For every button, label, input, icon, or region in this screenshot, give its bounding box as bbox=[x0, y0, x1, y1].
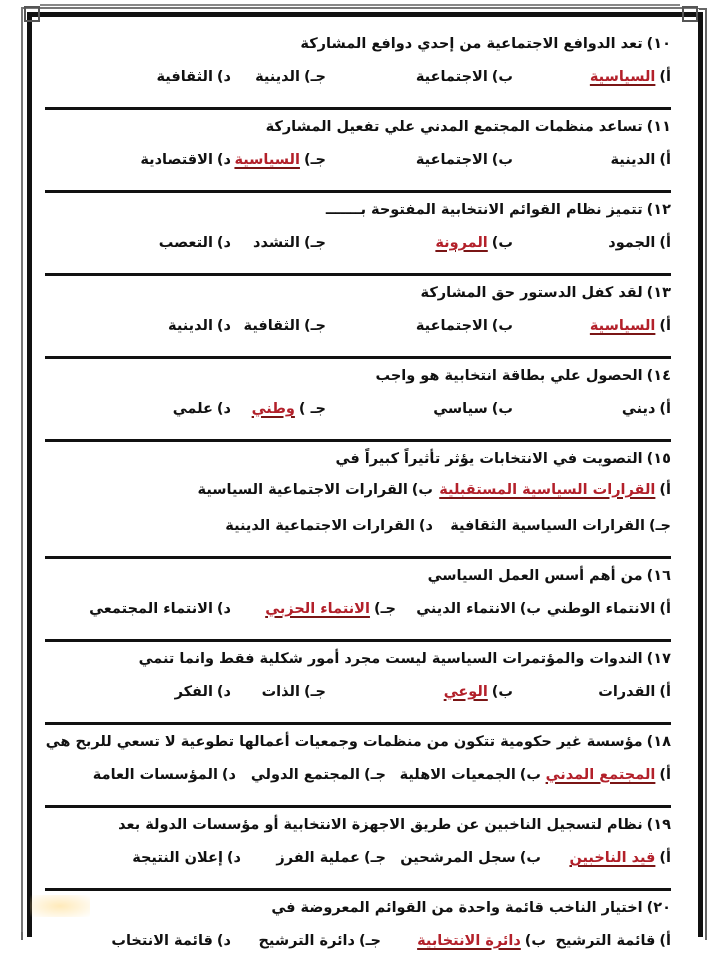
option-prefix: جـ) bbox=[303, 235, 326, 251]
option-label: الاجتماعية bbox=[415, 152, 488, 168]
option-b[interactable] bbox=[198, 482, 433, 498]
border-corner-ornament bbox=[24, 6, 40, 22]
question-text: تعد الدوافع الاجتماعية من إحدي دوافع المشاركة bbox=[300, 36, 643, 52]
question-stem bbox=[45, 808, 671, 842]
question-text: تساعد منظمات المجتمع المدني علي تفعيل المشاركة bbox=[265, 119, 643, 135]
option-d[interactable] bbox=[159, 235, 231, 251]
option-b[interactable] bbox=[417, 933, 546, 949]
question-number: ١٦) bbox=[646, 568, 671, 584]
option-prefix: د) bbox=[216, 235, 231, 251]
option-d[interactable] bbox=[93, 767, 236, 783]
options-row bbox=[45, 393, 671, 435]
correct-answer: الانتماء الحزبي bbox=[265, 601, 370, 617]
correct-answer: المجتمع المدني bbox=[545, 767, 656, 783]
option-label: الدينية bbox=[610, 152, 656, 168]
question-text: اختيار الناخب قائمة واحدة من القوائم المعروضة في bbox=[271, 900, 643, 916]
question-stem bbox=[45, 891, 671, 925]
option-label: الذات bbox=[261, 684, 300, 700]
option-label: عملية الفرز bbox=[276, 850, 360, 866]
option-c[interactable] bbox=[255, 69, 326, 85]
option-label: قائمة الترشيح bbox=[555, 933, 656, 949]
option-prefix: جـ) bbox=[373, 601, 396, 617]
option-a[interactable] bbox=[611, 152, 671, 168]
option-d[interactable] bbox=[173, 401, 231, 417]
option-prefix: د) bbox=[226, 850, 241, 866]
question-number: ١٤) bbox=[646, 368, 671, 384]
photo-light-glare bbox=[30, 895, 90, 917]
correct-answer: قيد الناخبين bbox=[569, 850, 656, 866]
option-label: سجل المرشحين bbox=[400, 850, 516, 866]
option-prefix: جـ) bbox=[303, 318, 326, 334]
question-item bbox=[45, 276, 671, 359]
option-label: ديني bbox=[621, 401, 656, 417]
question-number: ١٩) bbox=[646, 817, 671, 833]
border-corner-ornament bbox=[682, 6, 698, 22]
option-a[interactable] bbox=[590, 318, 671, 334]
option-label: الدينية bbox=[168, 318, 213, 334]
option-prefix: أ) bbox=[659, 933, 671, 949]
options-row bbox=[45, 310, 671, 352]
option-prefix: أ) bbox=[659, 318, 671, 334]
option-b[interactable] bbox=[416, 152, 513, 168]
question-text: لقد كفل الدستور حق المشاركة bbox=[420, 285, 643, 301]
option-c[interactable] bbox=[276, 850, 386, 866]
option-label: سياسي bbox=[433, 401, 488, 417]
option-prefix: جـ) bbox=[358, 933, 381, 949]
correct-answer: السياسية bbox=[234, 152, 300, 168]
option-prefix: أ) bbox=[659, 482, 671, 498]
option-label: القرارات السياسية الثقافية bbox=[450, 518, 645, 534]
option-c[interactable] bbox=[265, 601, 396, 617]
option-b[interactable] bbox=[400, 850, 541, 866]
option-prefix: جـ) bbox=[303, 152, 326, 168]
question-number: ١٧) bbox=[646, 651, 671, 667]
option-prefix: د) bbox=[216, 318, 231, 334]
option-label: الاجتماعية bbox=[415, 318, 488, 334]
question-item bbox=[45, 642, 671, 725]
option-label: الانتماء المجتمعي bbox=[89, 601, 213, 617]
option-label: الانتماء الوطني bbox=[546, 601, 656, 617]
question-stem bbox=[45, 559, 671, 593]
option-label: الفكر bbox=[174, 684, 213, 700]
question-text: الندوات والمؤتمرات السياسية ليست مجرد أمور شكلية فقط وانما تنمي bbox=[138, 651, 643, 667]
question-text: التصويت في الانتخابات يؤثر تأثيراً كبيراً في bbox=[335, 451, 643, 467]
option-prefix: جـ ) bbox=[298, 401, 326, 417]
option-prefix: أ) bbox=[659, 69, 671, 85]
option-prefix: د) bbox=[216, 401, 231, 417]
option-label: التعصب bbox=[158, 235, 213, 251]
option-label: علمي bbox=[172, 401, 213, 417]
option-label: التشدد bbox=[253, 235, 300, 251]
option-b[interactable] bbox=[416, 69, 513, 85]
option-d[interactable] bbox=[132, 850, 241, 866]
question-number: ٢٠) bbox=[646, 900, 671, 916]
option-a[interactable] bbox=[555, 933, 671, 949]
correct-answer: السياسية bbox=[589, 318, 656, 334]
option-label: الجمود bbox=[608, 235, 656, 251]
option-prefix: د) bbox=[216, 69, 231, 85]
option-prefix: ب) bbox=[491, 318, 513, 334]
question-item bbox=[45, 193, 671, 276]
option-prefix: أ) bbox=[659, 235, 671, 251]
option-prefix: جـ) bbox=[363, 850, 386, 866]
option-c[interactable] bbox=[244, 318, 326, 334]
option-prefix: جـ) bbox=[648, 518, 671, 534]
option-b[interactable] bbox=[435, 235, 513, 251]
options-row bbox=[45, 842, 671, 884]
option-a[interactable] bbox=[622, 401, 671, 417]
options-row bbox=[45, 144, 671, 186]
option-d[interactable] bbox=[175, 684, 231, 700]
option-b[interactable] bbox=[400, 767, 541, 783]
option-label: القرارات الاجتماعية السياسية bbox=[197, 482, 408, 498]
option-label: المجتمع الدولي bbox=[250, 767, 360, 783]
question-stem bbox=[45, 27, 671, 61]
option-prefix: ب) bbox=[411, 482, 433, 498]
option-d[interactable] bbox=[157, 69, 232, 85]
option-c[interactable] bbox=[450, 518, 671, 534]
options-row bbox=[45, 676, 671, 718]
correct-answer: القرارات السياسية المستقبلية bbox=[439, 482, 656, 498]
question-stem bbox=[45, 642, 671, 676]
option-c[interactable] bbox=[253, 235, 326, 251]
option-a[interactable] bbox=[547, 601, 671, 617]
correct-answer: المرونة bbox=[435, 235, 488, 251]
option-a[interactable] bbox=[439, 482, 671, 498]
question-stem bbox=[45, 110, 671, 144]
question-number: ١١) bbox=[646, 119, 671, 135]
question-text: تتميز نظام القوائم الانتخابية المفتوحة بـــــــ bbox=[325, 202, 643, 218]
option-prefix: د) bbox=[216, 933, 231, 949]
option-d[interactable] bbox=[140, 152, 231, 168]
option-prefix: ب) bbox=[491, 684, 513, 700]
option-prefix: ب) bbox=[519, 850, 541, 866]
option-c[interactable] bbox=[251, 767, 386, 783]
option-label: الاقتصادية bbox=[140, 152, 213, 168]
option-prefix: ب) bbox=[519, 767, 541, 783]
correct-answer: الوعي bbox=[443, 684, 488, 700]
question-stem bbox=[45, 276, 671, 310]
option-b[interactable] bbox=[444, 684, 513, 700]
option-a[interactable] bbox=[546, 767, 671, 783]
option-prefix: ب) bbox=[524, 933, 546, 949]
option-b[interactable] bbox=[433, 401, 513, 417]
option-label: الدينية bbox=[255, 69, 300, 85]
option-d[interactable] bbox=[225, 518, 433, 534]
question-list bbox=[45, 27, 671, 971]
option-prefix: أ) bbox=[659, 767, 671, 783]
option-label: الاجتماعية bbox=[415, 69, 488, 85]
option-prefix: ب) bbox=[491, 152, 513, 168]
question-item bbox=[45, 359, 671, 442]
question-text: من أهم أسس العمل السياسي bbox=[427, 568, 643, 584]
option-d[interactable] bbox=[168, 318, 231, 334]
option-label: القرارات الاجتماعية الدينية bbox=[225, 518, 415, 534]
options-grid bbox=[45, 476, 671, 552]
option-c[interactable] bbox=[258, 933, 381, 949]
question-item bbox=[45, 891, 671, 971]
option-label: المؤسسات العامة bbox=[92, 767, 218, 783]
option-c[interactable] bbox=[234, 152, 326, 168]
option-prefix: د) bbox=[418, 518, 433, 534]
question-text: نظام لتسجيل الناخبين عن طريق الاجهزة الانتخابية أو مؤسسات الدولة بعد bbox=[118, 817, 643, 833]
option-d[interactable] bbox=[89, 601, 231, 617]
option-label: إعلان النتيجة bbox=[132, 850, 223, 866]
option-prefix: د) bbox=[216, 601, 231, 617]
options-row bbox=[45, 925, 671, 967]
option-a[interactable] bbox=[598, 684, 671, 700]
question-item bbox=[45, 559, 671, 642]
option-prefix: جـ) bbox=[363, 767, 386, 783]
option-a[interactable] bbox=[569, 850, 671, 866]
question-stem bbox=[45, 359, 671, 393]
options-row bbox=[45, 227, 671, 269]
option-label: الانتماء الديني bbox=[416, 601, 516, 617]
option-prefix: أ) bbox=[659, 684, 671, 700]
options-row bbox=[45, 593, 671, 635]
question-item bbox=[45, 808, 671, 891]
previous-page-edge bbox=[40, 0, 680, 6]
option-c[interactable] bbox=[262, 684, 326, 700]
option-prefix: د) bbox=[216, 684, 231, 700]
option-a[interactable] bbox=[608, 235, 671, 251]
question-item bbox=[45, 27, 671, 110]
option-prefix: أ) bbox=[659, 850, 671, 866]
question-stem bbox=[45, 725, 671, 759]
option-label: قائمة الانتخاب bbox=[111, 933, 213, 949]
option-label: الجمعيات الاهلية bbox=[399, 767, 516, 783]
question-number: ١٨) bbox=[646, 734, 671, 750]
question-item bbox=[45, 442, 671, 559]
option-c[interactable] bbox=[252, 401, 326, 417]
option-label: القدرات bbox=[598, 684, 656, 700]
question-text: مؤسسة غير حكومية تتكون من منظمات وجمعيات أعمالها تطوعية لا تسعي للربح هي bbox=[45, 734, 643, 750]
question-stem bbox=[45, 442, 671, 476]
option-label: الثقافية bbox=[156, 69, 213, 85]
option-b[interactable] bbox=[416, 318, 513, 334]
option-prefix: ب) bbox=[491, 69, 513, 85]
question-item bbox=[45, 110, 671, 193]
question-stem bbox=[45, 193, 671, 227]
option-prefix: أ) bbox=[659, 152, 671, 168]
option-label: الثقافية bbox=[243, 318, 300, 334]
option-d[interactable] bbox=[111, 933, 231, 949]
option-prefix: أ) bbox=[659, 601, 671, 617]
option-prefix: جـ) bbox=[303, 69, 326, 85]
option-b[interactable] bbox=[416, 601, 541, 617]
question-number: ١٠) bbox=[646, 36, 671, 52]
correct-answer: السياسية bbox=[589, 69, 656, 85]
correct-answer: وطني bbox=[251, 401, 295, 417]
question-text: الحصول علي بطاقة انتخابية هو واجب bbox=[375, 368, 643, 384]
question-number: ١٢) bbox=[646, 202, 671, 218]
option-prefix: ب) bbox=[491, 235, 513, 251]
correct-answer: دائرة الانتخابية bbox=[417, 933, 521, 949]
option-prefix: أ) bbox=[659, 401, 671, 417]
option-prefix: ب) bbox=[491, 401, 513, 417]
question-number: ١٥) bbox=[646, 451, 671, 467]
options-row bbox=[45, 759, 671, 801]
option-a[interactable] bbox=[590, 69, 671, 85]
question-item bbox=[45, 725, 671, 808]
option-prefix: د) bbox=[216, 152, 231, 168]
option-prefix: د) bbox=[221, 767, 236, 783]
options-row bbox=[45, 61, 671, 103]
option-label: دائرة الترشيح bbox=[258, 933, 355, 949]
question-number: ١٣) bbox=[646, 285, 671, 301]
option-prefix: جـ) bbox=[303, 684, 326, 700]
option-prefix: ب) bbox=[519, 601, 541, 617]
